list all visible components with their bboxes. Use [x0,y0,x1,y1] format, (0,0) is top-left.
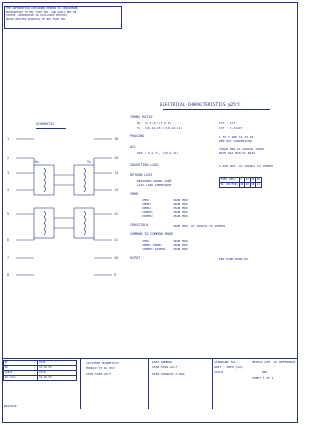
turns-value-1: 1CT : 1CT [219,121,236,125]
insertion-loss-value: 1.0dB MAX. AT 100kHz TO 100MHz [219,164,274,168]
rl-cell: 30 [251,177,255,181]
customer-label: PART NUMBER [152,360,172,364]
units: UNIT : INCH [mm] [214,365,243,369]
approval-cell: CHECK [4,371,38,376]
ocl-pins: PIN ( 6 & 7), (10 & 11) [137,151,179,155]
pin-label: 10 [114,256,119,260]
turns-rx: Rx (1-3-2):(7-5-6) [137,121,172,125]
phasing-label: PHASING [130,134,145,138]
title-line: 10/100BT MAGNETICS [86,361,119,365]
rl-cell: RL (dB MIN) [220,182,238,186]
cm-freq: 100MHz-250MHz [142,247,166,251]
return-loss-table [219,177,262,188]
pin-label: 7 [7,256,10,260]
approval-cell: DATE [38,361,77,366]
title-block [2,358,298,411]
pin-label: 14 [114,171,119,175]
pin-label: 13 [114,188,119,192]
standard-tolerance: STANDARD TOL. [214,360,238,364]
cmrr-value: 25dB MIN [173,214,188,218]
notice-line: THE INFORMATION CONTAINED HEREIN IS CONSIDERED [6,7,78,10]
turns-tx: Tx (16-14-15):(10-12-11) [137,126,183,130]
scale-label: SCALE [214,370,224,374]
common-mode-label: COMMON TO COMMON MODE [130,232,173,236]
ocl-value-1: 350µH MIN AT 100kHz 100mV [219,147,265,151]
rl-cell: 14 [256,182,260,186]
approval-cell: SO Chen [4,376,38,381]
schematic-title: SCHEMATIC [36,122,55,126]
turns-ratio-label: TURNS RATIO [130,115,153,119]
customer-part: S558-5999-G9-F [152,365,178,369]
sheet-info: SHEET 1 OF 1 [252,376,274,380]
pin-label: 15 [114,156,119,160]
cmrr-freq: 200MHz [142,214,153,218]
insertion-loss-label: INSERTION LOSS [130,163,159,167]
ocl-label: OCL [130,145,137,149]
approval-cell: DATE [38,371,77,376]
notice-line: PROPRIETARY TO BEL FUSE INC. AND SHALL NOT BE [6,10,77,14]
notice-line: COPIED, REPRODUCED OR DISCLOSED WITHOUT [6,14,67,18]
return-loss-sub: MEASURED UNDER 100Ω [137,179,172,183]
cmrr-freq: 30MHz [142,202,152,206]
pin-label: 8 [7,273,10,277]
cmrr-label: CMRR [130,192,139,196]
hipot-label: HIPOT [130,256,141,260]
rl-cell: 20 [240,182,244,186]
cm-value: 20dB MIN [173,247,188,251]
crosstalk-value: 30dB MIN. AT 100kHz TO 100MHz [173,224,226,228]
cm-value: 30dB MIN [173,239,188,243]
metric-note: METRIC DIM. AS REFERENCE [252,360,296,364]
cm-freq: 30MHz-50MHz [142,243,162,247]
pin-label: 5 [7,212,10,216]
approvals-table [3,360,77,381]
rl-cell: FREQ (MHz) [220,178,240,183]
divider [80,359,81,409]
hipot-value: PER HAND-WORK-03 [219,257,248,261]
turns-value-2: 1CT : 1.414CT [219,126,243,130]
pin-label: 3 [7,171,10,175]
rx-label: Rx [35,160,40,164]
cmrr-freq: 100MHz [142,210,153,214]
rl-cell: 10 [245,177,249,181]
part-number-title: S558-5999-G9-F [86,372,112,376]
drawing-number: K558-5999G9F-A.DWG [152,372,185,376]
cmrr-freq: 1MHz [142,198,150,202]
tx-label: Tx [87,160,92,164]
return-loss-sub-2: ±15% LOAD IMPEDANCE [137,183,172,187]
crosstalk-label: CROSSTALK [130,223,149,227]
schematic-diagram [4,130,124,340]
title-underline [163,109,270,110]
divider [212,359,213,409]
pin-label: 11 [114,238,119,242]
approval-cell: HO [4,366,38,371]
approval-cell: 12-05-05 [38,376,77,381]
return-loss-label: RETURN LOSS [130,173,153,177]
pin-label: 16 [114,137,119,141]
divider [148,359,149,409]
cm-value: 30dB MIN [173,243,188,247]
title-line: MODULE TX W/ BST [86,366,115,370]
electrical-title: ELECTRICAL CHARACTERISTICS @25°C [160,102,241,107]
proprietary-notice [4,6,122,29]
cmrr-value: 35dB MIN [173,206,188,210]
rev-label: REV [262,370,268,374]
approval-cell: 12-05-05 [38,366,77,371]
cmrr-value: 60dB MIN [173,198,188,202]
pin-label: 6 [7,238,10,242]
pin-label: 12 [114,212,119,216]
cmrr-value: 30dB MIN [173,210,188,214]
pin-label: 2 [7,156,10,160]
approval-cell: BY [4,361,38,366]
pin-label: 9 [114,273,117,277]
company-logo: BELFUSE [4,404,17,408]
rl-cell: 60 [256,177,260,181]
notice-line: PRIOR WRITTEN APPROVAL OF BEL FUSE INC. [6,17,67,21]
ocl-value-2: WITH 8mA MIN DC BIAS [219,151,256,155]
pin-label: 1 [7,137,10,141]
cm-freq: 1MHz [142,239,150,243]
phasing-value: L TO T AND 16 TO 10 [219,135,254,139]
phasing-value-2: PER 807 CONVENTION [219,139,252,143]
pin-label: 4 [7,188,10,192]
rl-cell: 18 [251,182,255,186]
schematic-underline [36,128,66,129]
cmrr-value: 40dB MIN [173,202,188,206]
rl-cell: 20 [245,182,249,186]
cmrr-freq: 60MHz [142,206,152,210]
rl-cell: 1 [239,178,245,183]
